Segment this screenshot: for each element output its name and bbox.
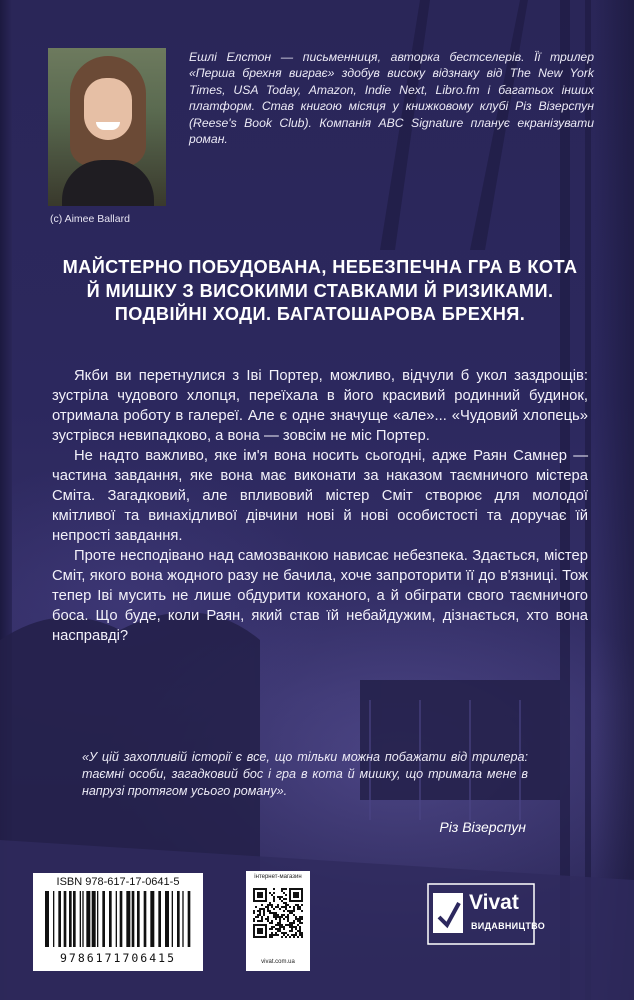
synopsis-paragraph: Якби ви перетнулися з Іві Портер, можливо, відчули б укол заздрощів: зустріла чудового хлопця, переїхала в його красивий родинний будинок, отримала роботу в галереї. Але є одне значуще «але»... «Чудовий хлопець» зустрівся невипадково, а вона — зовсім не міс Портер. — [52, 368, 588, 444]
photo-credit: (c) Aimee Ballard — [50, 213, 130, 225]
qr-bottom-label: vivat.com.ua — [261, 959, 295, 965]
author-bio: Ешлі Елстон — письменниця, авторка бестселерів. Її трилер «Перша брехня виграє» здобув високу відзнаку від The New York Times, USA Today, Amazon, Indie Next, Libro.fm і багатьох інших платформ. Став книгою місяця у книжковому клубі Різ Візерспун (Reese's Book Club). Компанія ABC Signature планує екранізувати роман. — [189, 50, 594, 147]
qr-top-label: інтернет-магазин — [254, 874, 302, 880]
qr-block — [246, 871, 310, 971]
barcode — [33, 873, 203, 971]
synopsis-paragraph: Проте несподівано над самозванкою нависає небезпека. Здається, містер Сміт, якого вона жодного разу не бачила, хоче запроторити її до в'язниці. Тож тепер Іві мусить не лише обдурити коханого, а й обіграти свого таємничого боса. Що буде, коли Раян, який став їй небайдужим, дізнається, хто вона насправді? — [52, 548, 588, 644]
barcode-number: 9786171706415 — [59, 951, 176, 965]
synopsis-paragraph: Не надто важливо, яке ім'я вона носить сьогодні, адже Раян Самнер — частина завдання, яке вона має виконати за наказом таємничого містера Сміта. Загадковий, але впливовий містер Сміт створює для молодої кмітливої та винахідливої дівчини нові й нові особистості та доручає їй непрості завдання. — [52, 448, 588, 544]
publisher-name: Vivat — [469, 891, 519, 914]
qr-code — [253, 888, 303, 938]
tagline-headline: МАЙСТЕРНО ПОБУДОВАНА, НЕБЕЗПЕЧНА ГРА В КОТА Й МИШКУ З ВИСОКИМИ СТАВКАМИ Й РИЗИКАМИ. ПОДВІЙНІ ХОДИ. БАГАТОШАРОВА БРЕХНЯ. — [62, 257, 578, 324]
author-photo — [48, 48, 166, 206]
synopsis — [52, 366, 588, 646]
barcode-bars — [45, 891, 193, 947]
publisher-logo — [427, 883, 545, 945]
isbn-label: ISBN 978-617-17-0641-5 — [56, 876, 180, 888]
publisher-subtitle: ВИДАВНИЦТВО — [471, 921, 545, 931]
review-quote: «У цій захопливій історії є все, що тільки можна побажати від трилера: таємні особи, загадковий бос і гра в кота й мишку, що тримала мене в напрузі протягом усього роману». — [82, 750, 528, 799]
quote-author: Різ Візерспун — [439, 819, 526, 835]
